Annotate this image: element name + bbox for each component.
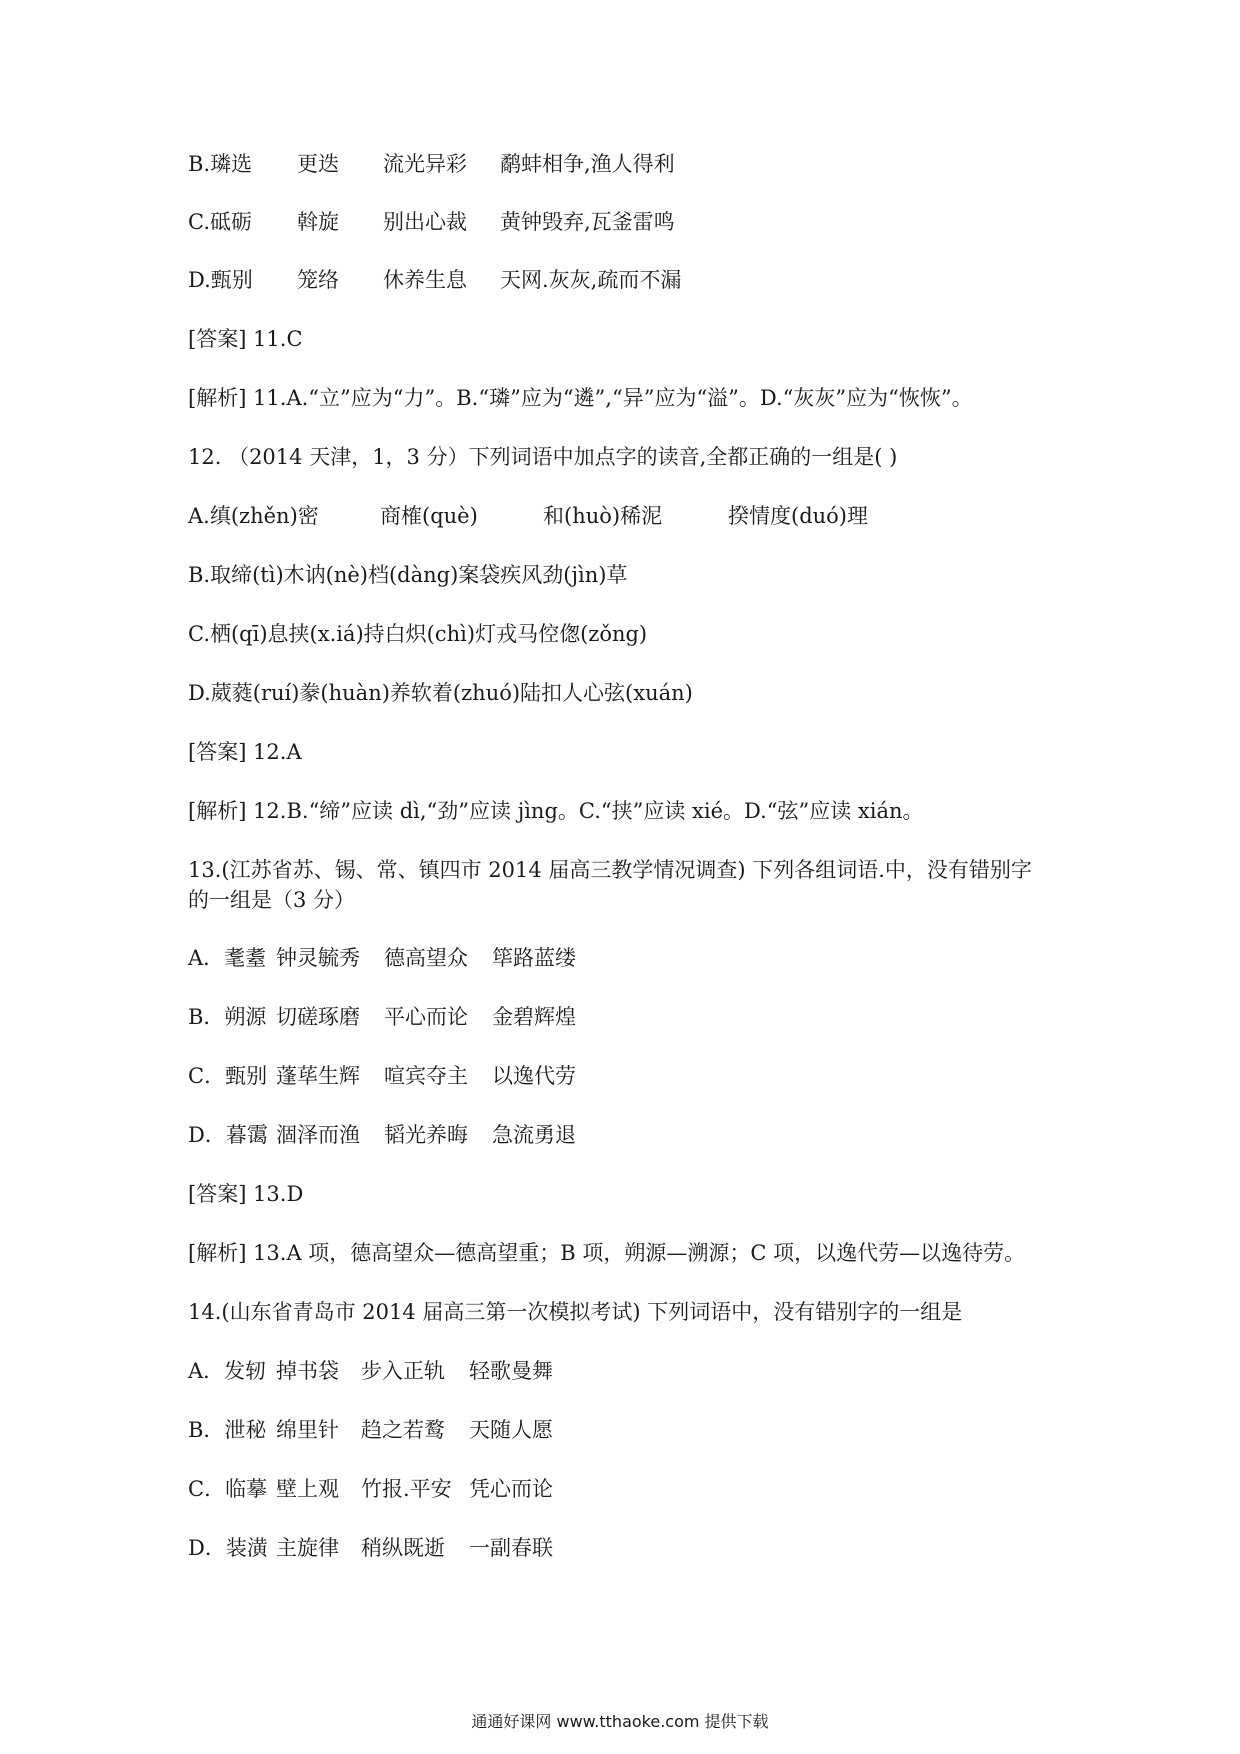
option-item: 掉书袋 bbox=[276, 1359, 339, 1383]
option-item: 休养生息 bbox=[383, 268, 467, 292]
option-item: D．装潢 bbox=[188, 1536, 268, 1560]
option-item: 金碧辉煌 bbox=[492, 1005, 576, 1029]
q13-option-a bbox=[188, 944, 576, 972]
q12-stem: 12. （2014 天津，1，3 分）下列词语中加点字的读音,全都正确的一组是( ) bbox=[188, 445, 898, 469]
q13-option-b bbox=[188, 1003, 576, 1031]
q14-option-a bbox=[188, 1357, 553, 1385]
q12-option-b: B.取缔(tì)木讷(nè)档(dàng)案袋疾风劲(jìn)草 bbox=[188, 563, 628, 587]
option-item: D.甄别 bbox=[188, 268, 253, 292]
option-item: 天随人愿 bbox=[469, 1418, 553, 1442]
option-item: 别出心裁 bbox=[383, 210, 467, 234]
option-item: 壁上观 bbox=[276, 1477, 339, 1501]
q12-analysis: [解析] 12.B.“缔”应读 dì,“劲”应读 jìng。C.“挟”应读 xié。D.“弦”应读 xián。 bbox=[188, 799, 924, 823]
option-item: 筚路蓝缕 bbox=[492, 946, 576, 970]
option-item: 鹬蚌相争,渔人得利 bbox=[500, 152, 675, 176]
q11-analysis: [解析] 11.A.“立”应为“力”。B.“璘”应为“遴”,“异”应为“溢”。D.“灰灰”应为“恢恢”。 bbox=[188, 386, 973, 410]
q12-option-d: D.葳蕤(ruí)豢(huàn)养软着(zhuó)陆扣人心弦(xuán) bbox=[188, 681, 693, 705]
q14-option-b bbox=[188, 1416, 553, 1444]
option-item: A.缜(zhěn)密 bbox=[188, 504, 319, 528]
option-item: 蓬荜生辉 bbox=[276, 1064, 360, 1088]
option-item: 更迭 bbox=[297, 152, 339, 176]
q13-analysis: [解析] 13.A 项，德高望众—德高望重；B 项，朔源—溯源；C 项，以逸代劳—以逸待劳。 bbox=[188, 1241, 1026, 1265]
option-item: 切磋琢磨 bbox=[276, 1005, 360, 1029]
q14-stem: 14.(山东省青岛市 2014 届高三第一次模拟考试) 下列词语中，没有错别字的一组是 bbox=[188, 1300, 963, 1324]
option-item: 凭心而论 bbox=[469, 1477, 553, 1501]
option-item: 急流勇退 bbox=[492, 1123, 576, 1147]
q13-stem-line1: 13.(江苏省苏、锡、常、镇四市 2014 届高三教学情况调查) 下列各组词语.中，没有错别字 bbox=[188, 858, 1032, 882]
option-item: 趋之若鹜 bbox=[361, 1418, 445, 1442]
option-item: 斡旋 bbox=[297, 210, 339, 234]
q13-answer: [答案] 13.D bbox=[188, 1182, 304, 1206]
option-item: 竹报.平安 bbox=[361, 1477, 452, 1501]
q12-answer: [答案] 12.A bbox=[188, 740, 302, 764]
q13-stem-line2: 的一组是（3 分） bbox=[188, 888, 356, 912]
option-item: 绵里针 bbox=[276, 1418, 339, 1442]
q12-option-c: C.栖(qī)息挟(x.iá)持白炽(chì)灯戎马倥偬(zǒng) bbox=[188, 622, 648, 646]
option-item: 轻歌曼舞 bbox=[469, 1359, 553, 1383]
q14-option-d bbox=[188, 1534, 553, 1562]
option-item: 商榷(què) bbox=[380, 504, 478, 528]
option-item: 笼络 bbox=[297, 268, 339, 292]
option-item: 以逸代劳 bbox=[492, 1064, 576, 1088]
q11-option-c bbox=[188, 208, 675, 236]
option-item: B．朔源 bbox=[188, 1005, 267, 1029]
option-item: 涸泽而渔 bbox=[276, 1123, 360, 1147]
option-item: C.砥砺 bbox=[188, 210, 252, 234]
q11-answer: [答案] 11.C bbox=[188, 327, 303, 351]
q12-option-a bbox=[188, 502, 868, 530]
option-item: A．耄耋 bbox=[188, 946, 267, 970]
option-item: 韬光养晦 bbox=[384, 1123, 468, 1147]
q14-option-c bbox=[188, 1475, 553, 1503]
option-item: 稍纵既逝 bbox=[361, 1536, 445, 1560]
q13-option-d bbox=[188, 1121, 576, 1149]
option-item: C．甄别 bbox=[188, 1064, 268, 1088]
option-item: C．临摹 bbox=[188, 1477, 268, 1501]
option-item: A．发轫 bbox=[188, 1359, 267, 1383]
option-item: 喧宾夺主 bbox=[384, 1064, 468, 1088]
page-footer: 通通好课网 www.tthaoke.com 提供下载 bbox=[471, 1712, 769, 1731]
option-item: 步入正轨 bbox=[361, 1359, 445, 1383]
option-item: 平心而论 bbox=[384, 1005, 468, 1029]
option-item: 一副春联 bbox=[469, 1536, 553, 1560]
option-item: 德高望众 bbox=[384, 946, 468, 970]
option-item: B.璘选 bbox=[188, 152, 253, 176]
q11-option-d bbox=[188, 266, 681, 294]
option-item: 揆情度(duó)理 bbox=[728, 504, 868, 528]
option-item: 天网.灰灰,疏而不漏 bbox=[500, 268, 682, 292]
option-item: 流光异彩 bbox=[383, 152, 467, 176]
q11-option-b bbox=[188, 150, 675, 178]
option-item: 钟灵毓秀 bbox=[276, 946, 360, 970]
option-item: 黄钟毁弃,瓦釜雷鸣 bbox=[500, 210, 675, 234]
q13-option-c bbox=[188, 1062, 576, 1090]
option-item: D．暮霭 bbox=[188, 1123, 268, 1147]
option-item: 和(huò)稀泥 bbox=[543, 504, 663, 528]
option-item: 主旋律 bbox=[276, 1536, 339, 1560]
option-item: B．泄秘 bbox=[188, 1418, 267, 1442]
